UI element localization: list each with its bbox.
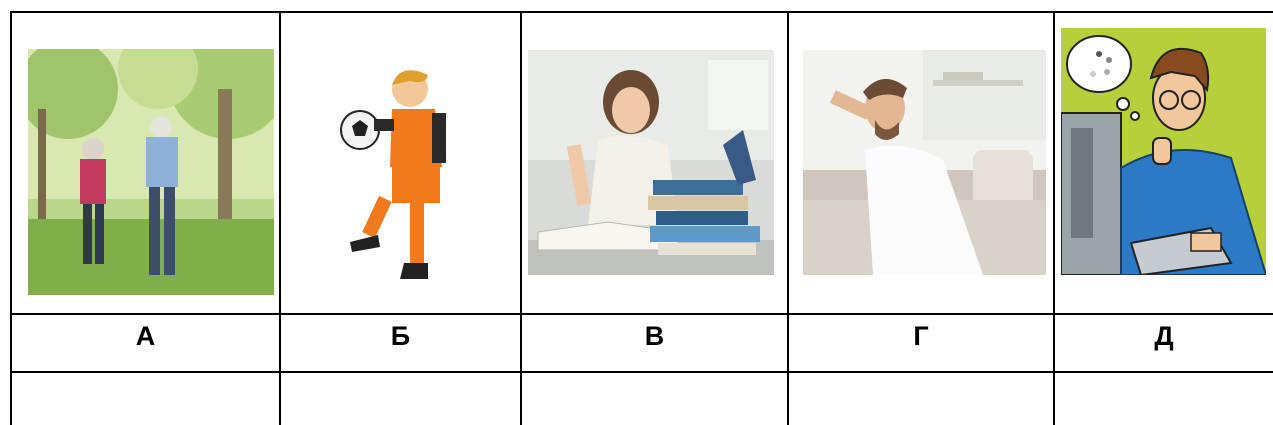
label-b: Б xyxy=(390,321,411,351)
col-divider-3 xyxy=(787,11,789,425)
left-border xyxy=(10,11,12,425)
image-e-man-computer xyxy=(1061,28,1266,275)
image-c-girl-books xyxy=(528,50,774,275)
image-a-elderly-couple xyxy=(28,49,274,295)
answer-cell-d[interactable] xyxy=(1055,373,1273,425)
answer-cell-b[interactable] xyxy=(281,373,520,425)
row-divider-1 xyxy=(10,313,1273,315)
answer-cell-v[interactable] xyxy=(522,373,787,425)
label-a: А xyxy=(135,321,156,351)
label-g: Г xyxy=(913,321,929,351)
label-d: Д xyxy=(1154,321,1174,351)
image-d-man-relaxing xyxy=(803,50,1046,275)
col-divider-2 xyxy=(520,11,522,425)
top-border xyxy=(10,11,1273,13)
answer-cell-a[interactable] xyxy=(12,373,279,425)
image-b-boy-football xyxy=(330,57,470,287)
col-divider-1 xyxy=(279,11,281,425)
col-divider-4 xyxy=(1053,11,1055,425)
label-v: В xyxy=(644,321,665,351)
answer-cell-g[interactable] xyxy=(789,373,1053,425)
